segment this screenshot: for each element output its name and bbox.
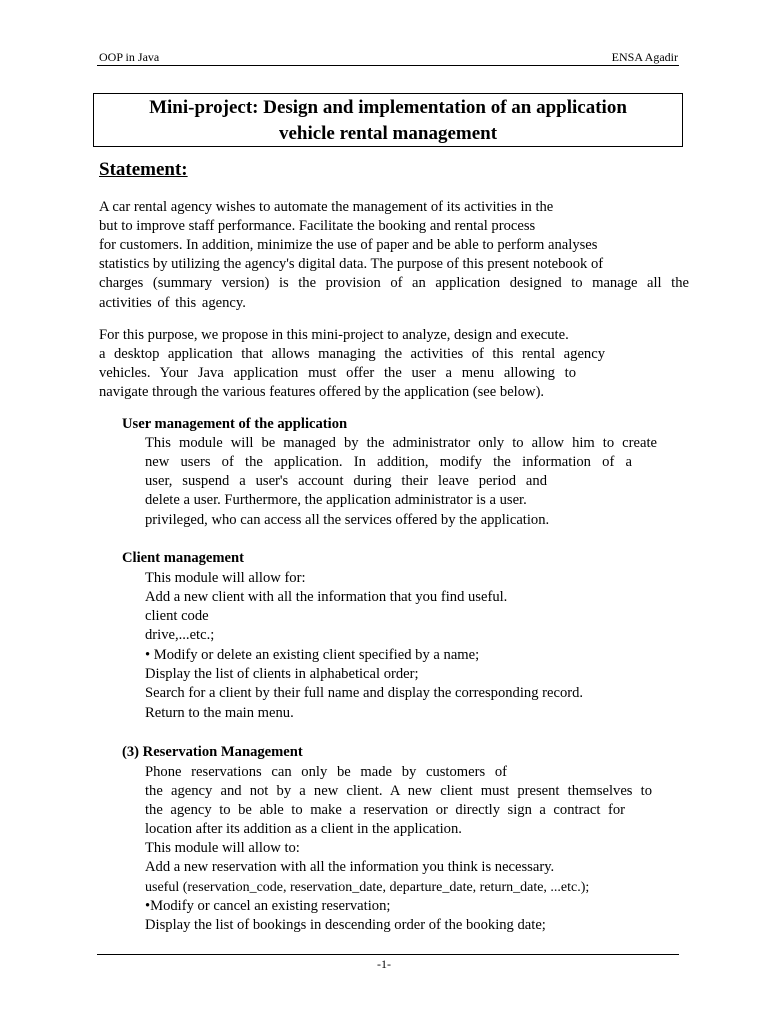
paragraph2-line: navigate through the various features offered by the application (see below).: [99, 384, 545, 400]
paragraph1-line: activities of this agency.: [99, 295, 246, 311]
paragraph2-line: a desktop application that allows managing the activities of this rental agency: [99, 346, 605, 362]
paragraph1-line: statistics by utilizing the agency's digital data. The purpose of this present notebook of: [99, 256, 604, 272]
section-user-line: user, suspend a user's account during their leave period and: [145, 473, 547, 489]
section-client-line: client code: [145, 608, 209, 624]
paragraph2-line: vehicles. Your Java application must offer the user a menu allowing to: [99, 365, 576, 381]
statement-heading: Statement:: [99, 159, 188, 180]
section-reservation-line: the agency to be able to make a reservation or directly sign a contract for: [145, 802, 625, 818]
section-client-line: • Modify or delete an existing client specified by a name;: [145, 647, 480, 663]
section-client-heading: Client management: [122, 550, 245, 566]
section-user-heading: User management of the application: [122, 416, 348, 432]
paragraph1-line: for customers. In addition, minimize the use of paper and be able to perform analyses: [99, 237, 598, 253]
paragraph1-line: A car rental agency wishes to automate the management of its activities in the: [99, 199, 554, 215]
paragraph1-line: charges (summary version) is the provision of an application designed to manage all the: [99, 275, 689, 291]
page-number: -1-: [377, 957, 391, 971]
section-reservation-line: Phone reservations can only be made by customers of: [145, 764, 507, 780]
section-reservation-line: the agency and not by a new client. A new client must present themselves to: [145, 783, 652, 799]
section-client-line: Return to the main menu.: [145, 705, 294, 721]
section-client-line: Add a new client with all the information that you find useful.: [145, 589, 508, 605]
section-client-line: Display the list of clients in alphabetical order;: [145, 666, 419, 682]
title-box: [93, 93, 683, 147]
section-reservation-line: Display the list of bookings in descending order of the booking date;: [145, 917, 546, 933]
title-line-1: Mini-project: Design and implementation of an application: [149, 97, 627, 118]
footer-rule: [97, 954, 679, 955]
section-user-line: privileged, who can access all the services offered by the application.: [145, 512, 550, 528]
paragraph1-line: but to improve staff performance. Facilitate the booking and rental process: [99, 218, 536, 234]
header-right-text: ENSA Agadir: [611, 50, 678, 64]
section-client-line: This module will allow for:: [145, 570, 306, 586]
section-reservation-line: useful (reservation_code, reservation_date, departure_date, return_date, ...etc.);: [145, 880, 590, 895]
section-reservation-line: •Modify or cancel an existing reservation;: [145, 898, 391, 914]
header-left-text: OOP in Java: [99, 50, 160, 64]
section-user-line: This module will be managed by the administrator only to allow him to create: [145, 435, 657, 451]
header-rule: [97, 65, 679, 66]
section-user-line: delete a user. Furthermore, the application administrator is a user.: [145, 492, 527, 508]
title-line-2: vehicle rental management: [278, 123, 498, 144]
section-reservation-line: location after its addition as a client in the application.: [145, 821, 462, 837]
section-client-line: drive,...etc.;: [145, 627, 215, 643]
section-reservation-line: Add a new reservation with all the information you think is necessary.: [145, 859, 555, 875]
section-client-line: Search for a client by their full name and display the corresponding record.: [145, 685, 584, 701]
section-reservation-heading: (3) Reservation Management: [122, 744, 303, 760]
section-reservation-line: This module will allow to:: [145, 840, 300, 856]
section-user-line: new users of the application. In addition, modify the information of a: [145, 454, 632, 470]
paragraph2-line: For this purpose, we propose in this mini-project to analyze, design and execute.: [99, 327, 569, 343]
